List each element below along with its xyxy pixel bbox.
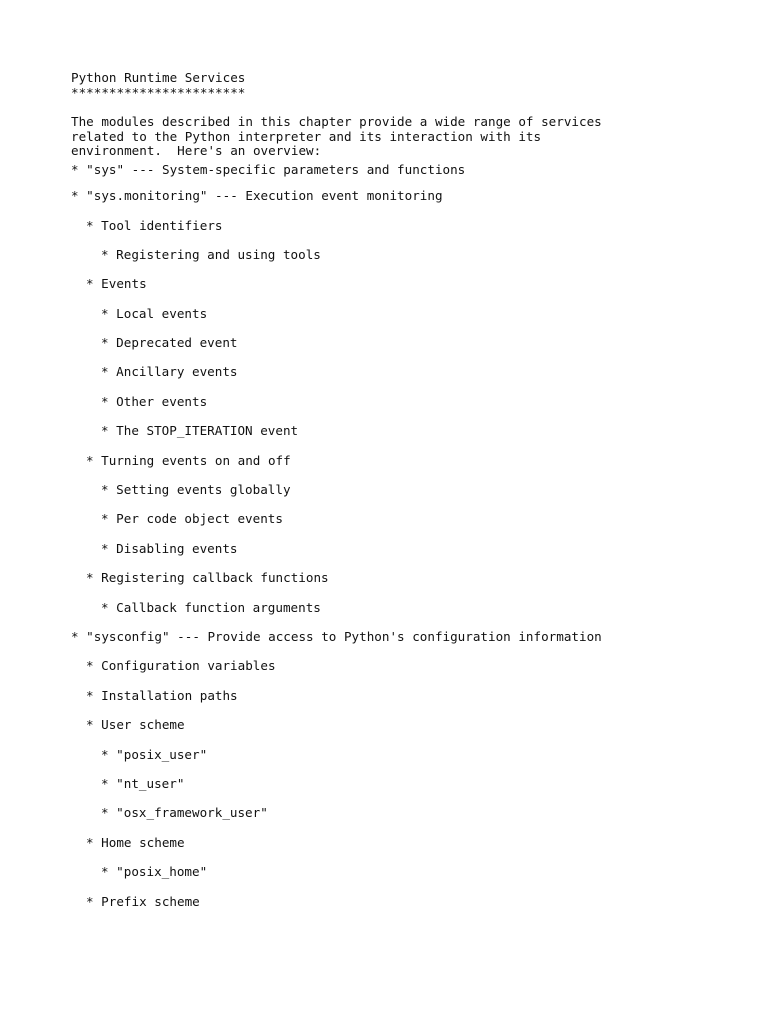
toc-item: * "posix_user" (101, 746, 208, 762)
toc-item: * The STOP_ITERATION event (101, 423, 299, 439)
toc-list (71, 159, 711, 916)
intro-line: The modules described in this chapter provide a wide range of services (71, 114, 602, 130)
toc-item: * "sysconfig" --- Provide access to Python's configuration information (71, 628, 602, 644)
toc-item: * Callback function arguments (101, 599, 321, 615)
title-underline: *********************** (71, 84, 246, 100)
spacer (71, 100, 711, 115)
toc-item: * Installation paths (86, 687, 238, 703)
toc-item: * Registering callback functions (86, 570, 329, 586)
toc-item: * Other events (101, 393, 208, 409)
page-title: Python Runtime Services (71, 70, 246, 85)
toc-item: * "sys" --- System-specific parameters and functions (71, 162, 466, 178)
toc-item: * "nt_user" (101, 775, 185, 791)
toc-item: * "sys.monitoring" --- Execution event monitoring (71, 188, 443, 204)
toc-item: * Disabling events (101, 540, 238, 556)
toc-item: * Deprecated event (101, 335, 238, 351)
toc-item: * Events (86, 276, 147, 292)
toc-item: * Per code object events (101, 511, 283, 527)
intro-line: related to the Python interpreter and its interaction with its (71, 128, 542, 144)
intro-line: environment. Here's an overview: (71, 143, 322, 159)
toc-item: * "osx_framework_user" (101, 805, 268, 821)
toc-item: * Tool identifiers (86, 217, 223, 233)
toc-item: * Local events (101, 305, 208, 321)
intro-paragraph (71, 115, 711, 159)
document-page (71, 71, 711, 916)
toc-item: * Registering and using tools (101, 246, 321, 262)
toc-item: * Configuration variables (86, 658, 276, 674)
toc-item: * Turning events on and off (86, 452, 291, 468)
toc-item: * "posix_home" (101, 864, 208, 880)
toc-item: * Setting events globally (101, 482, 291, 498)
toc-item: * Ancillary events (101, 364, 238, 380)
toc-item: * Home scheme (86, 834, 185, 850)
toc-item: * User scheme (86, 717, 185, 733)
toc-item: * Prefix scheme (86, 893, 200, 909)
